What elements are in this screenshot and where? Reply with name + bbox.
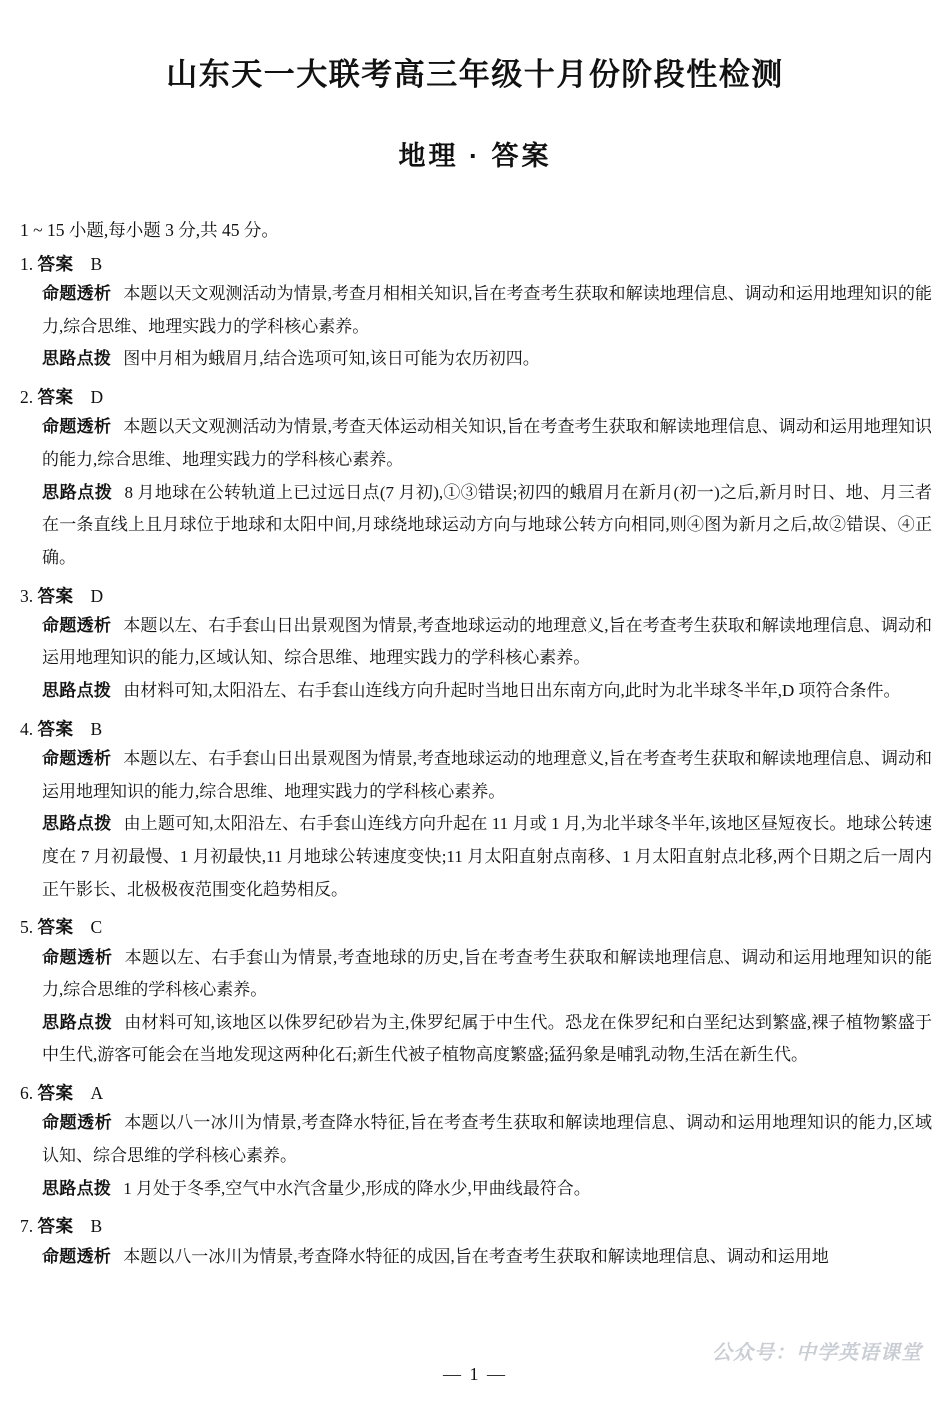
analysis-paragraph (42, 743, 932, 808)
analysis-label: 命题透析 (42, 1246, 112, 1266)
hint-text: 图中月相为蛾眉月,结合选项可知,该日可能为农历初四。 (123, 349, 540, 369)
analysis-text: 本题以天文观测活动为情景,考查月相相关知识,旨在考查考生获取和解读地理信息、调动和运用地理知识的能力,综合思维、地理实践力的学科核心素养。 (42, 284, 933, 336)
answer-label: 答案 (37, 387, 74, 408)
hint-text: 由材料可知,太阳沿左、右手套山连线方向升起时当地日出东南方向,此时为北半球冬半年,D 项符合条件。 (123, 681, 901, 701)
answer-label: 答案 (37, 917, 74, 938)
section-note: 1 ~ 15 小题,每小题 3 分,共 45 分。 (20, 219, 279, 240)
answer-label: 答案 (37, 1216, 74, 1237)
analysis-label: 命题透析 (42, 947, 113, 967)
question-block (16, 383, 934, 574)
analysis-text: 本题以左、右手套山为情景,考查地球的历史,旨在考查考生获取和解读地理信息、调动和运用地理知识的能力,综合思维的学科核心素养。 (42, 947, 933, 1000)
analysis-paragraph (42, 411, 932, 476)
question-block (16, 913, 934, 1072)
analysis-text: 本题以八一冰川为情景,考查降水特征的成因,旨在考查考生获取和解读地理信息、调动和运用地 (123, 1246, 829, 1266)
hint-label: 思路点拨 (42, 1012, 113, 1032)
analysis-label: 命题透析 (42, 615, 112, 635)
question-block (16, 1079, 934, 1205)
question-number: 4. (20, 718, 34, 739)
answer-line (20, 383, 934, 411)
question-number: 2. (20, 387, 34, 408)
answer-value: D (90, 387, 104, 408)
hint-text: 由上题可知,太阳沿左、右手套山连线方向升起在 11 月或 1 月,为北半球冬半年,该地区昼短夜长。地球公转速度在 7 月初最慢、1 月初最快,11 月地球公转速度变快;11 月太阳直射点南移、1 月太阳直射点北移,两个日期之后一周内正午影长、北极极夜范围变化趋势相反。 (42, 814, 933, 899)
answer-line (20, 715, 934, 743)
question-number: 1. (20, 253, 34, 274)
analysis-text: 本题以天文观测活动为情景,考查天体运动相关知识,旨在考查考生获取和解读地理信息、调动和运用地理知识的能力,综合思维、地理实践力的学科核心素养。 (42, 417, 933, 470)
hint-text: 1 月处于冬季,空气中水汽含量少,形成的降水少,甲曲线最符合。 (123, 1178, 591, 1198)
analysis-paragraph (42, 610, 932, 675)
hint-paragraph (42, 1173, 932, 1206)
hint-paragraph (42, 808, 932, 906)
answer-value: A (90, 1083, 104, 1104)
watermark: 公众号：中学英语课堂 (712, 1342, 922, 1364)
question-number: 6. (20, 1083, 34, 1104)
question-block (16, 1212, 934, 1273)
question-block (16, 715, 934, 906)
analysis-label: 命题透析 (42, 417, 112, 437)
answer-line (20, 1079, 934, 1107)
analysis-label: 命题透析 (42, 749, 112, 769)
question-list (16, 250, 934, 1273)
answer-label: 答案 (37, 585, 74, 606)
analysis-text: 本题以左、右手套山日出景观图为情景,考查地球运动的地理意义,旨在考查考生获取和解读地理信息、调动和运用地理知识的能力,区域认知、综合思维、地理实践力的学科核心素养。 (42, 615, 933, 668)
answer-line (20, 913, 934, 941)
analysis-text: 本题以左、右手套山日出景观图为情景,考查地球运动的地理意义,旨在考查考生获取和解读地理信息、调动和运用地理知识的能力,综合思维、地理实践力的学科核心素养。 (42, 749, 933, 801)
page-subtitle: 地理 · 答案 (398, 141, 552, 172)
answer-label: 答案 (37, 718, 74, 739)
question-number: 7. (20, 1216, 34, 1237)
answer-value: B (90, 718, 103, 739)
question-block (16, 250, 934, 376)
hint-text: 8 月地球在公转轨道上已过远日点(7 月初),①③错误;初四的蛾眉月在新月(初一)之后,新月时日、地、月三者在一条直线上且月球位于地球和太阳中间,月球绕地球运动方向与地球公转方向相同,则④图为新月之后,故②错误、④正确。 (42, 482, 933, 567)
analysis-paragraph (42, 278, 932, 343)
hint-label: 思路点拨 (42, 814, 112, 834)
hint-paragraph (42, 477, 932, 575)
analysis-paragraph (42, 1107, 932, 1172)
analysis-paragraph (42, 1241, 932, 1274)
hint-paragraph (42, 1007, 932, 1072)
page-title: 山东天一大联考高三年级十月份阶段性检测 (166, 57, 784, 92)
answer-line (20, 250, 934, 278)
answer-value: B (90, 1216, 103, 1237)
analysis-label: 命题透析 (42, 1113, 113, 1133)
hint-paragraph (42, 343, 932, 376)
analysis-label: 命题透析 (42, 284, 112, 304)
hint-label: 思路点拨 (42, 681, 112, 701)
answer-value: D (90, 585, 104, 606)
hint-label: 思路点拨 (42, 482, 113, 502)
answer-label: 答案 (37, 253, 74, 274)
hint-paragraph (42, 675, 932, 708)
hint-label: 思路点拨 (42, 349, 112, 369)
page-number: — 1 — (443, 1364, 507, 1384)
answer-label: 答案 (37, 1083, 74, 1104)
question-number: 3. (20, 585, 34, 606)
answer-line (20, 1212, 934, 1240)
analysis-text: 本题以八一冰川为情景,考查降水特征,旨在考查考生获取和解读地理信息、调动和运用地理知识的能力,区域认知、综合思维的学科核心素养。 (42, 1113, 932, 1166)
hint-text: 由材料可知,该地区以侏罗纪砂岩为主,侏罗纪属于中生代。恐龙在侏罗纪和白垩纪达到繁盛,裸子植物繁盛于中生代,游客可能会在当地发现这两种化石;新生代被子植物高度繁盛;猛犸象是哺乳动物,生活在新生代。 (42, 1012, 932, 1065)
hint-label: 思路点拨 (42, 1178, 112, 1198)
answer-value: B (90, 253, 103, 274)
analysis-paragraph (42, 942, 932, 1007)
answer-value: C (90, 917, 103, 938)
answer-line (20, 582, 934, 610)
question-number: 5. (20, 917, 34, 938)
question-block (16, 582, 934, 708)
